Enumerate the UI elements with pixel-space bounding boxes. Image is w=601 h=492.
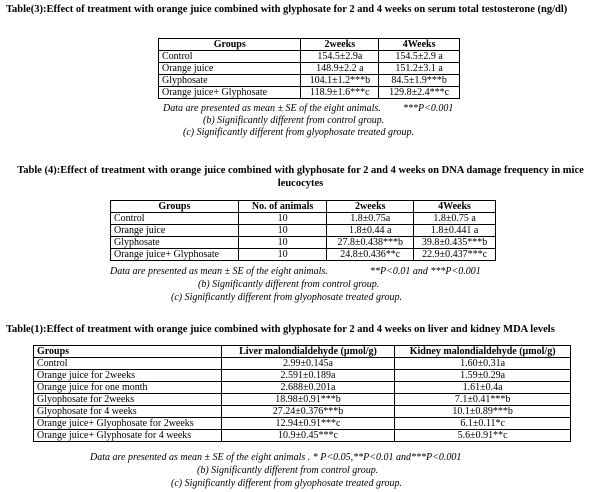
table3-cell: 84.5±1.9***b xyxy=(379,75,460,87)
table-row xyxy=(34,394,571,406)
table1-header-kidney: Kidney malondialdehyde (µmol/g) xyxy=(395,346,571,358)
table1-cell: Orange juice+ Glyophosate for 2weeks xyxy=(34,418,222,430)
table1-header-row xyxy=(34,346,571,358)
table-row xyxy=(34,406,571,418)
table4-cell: 1.8±0.75 a xyxy=(414,213,496,225)
table4-cell: Glyphosate xyxy=(111,237,239,249)
table4-header-groups: Groups xyxy=(111,201,239,213)
table3-cell: 118.9±1.6***c xyxy=(301,87,379,99)
table-row xyxy=(34,382,571,394)
table3-cell: 104.1±1.2***b xyxy=(301,75,379,87)
table1-caption: Table(1):Effect of treatment with orange juice combined with glyphosate for 2 and 4 weeks on liver and kidney MDA levels xyxy=(6,324,555,335)
table3-cell: Orange juice+ Glyphosate xyxy=(159,87,301,99)
table-row xyxy=(159,75,460,87)
table3-header-row xyxy=(159,39,460,51)
table3-header-groups: Groups xyxy=(159,39,301,51)
table1-cell: Orange juice+ Glyphosate for 4 weeks xyxy=(34,430,222,442)
table1-note-mean: Data are presented as mean ± SE of the eight animals . * P<0.05,**P<0.01 and***P<0.001 xyxy=(90,452,462,463)
table4-cell: 1.8±0.44 a xyxy=(327,225,414,237)
table1-cell: 7.1±0.41***b xyxy=(395,394,571,406)
table3-note-mean: Data are presented as mean ± SE of the eight animals. xyxy=(163,103,381,114)
table4-header-animals: No. of animals xyxy=(238,201,327,213)
table-row xyxy=(111,237,496,249)
table4 xyxy=(110,200,496,261)
table-row xyxy=(111,225,496,237)
table-row xyxy=(159,63,460,75)
table-row xyxy=(159,51,460,63)
table4-cell: 10 xyxy=(238,237,327,249)
table3-cell: 154.5±2.9 a xyxy=(379,51,460,63)
table1-cell: 12.94±0.91***c xyxy=(221,418,395,430)
table4-cell: 39.8±0.435***b xyxy=(414,237,496,249)
table4-header-2weeks: 2weeks xyxy=(327,201,414,213)
table1-note-b: (b) Significantly different from control group. xyxy=(197,465,379,476)
table4-cell: 10 xyxy=(238,249,327,261)
table1-cell: Glyophosate for 2weeks xyxy=(34,394,222,406)
table1-header-groups: Groups xyxy=(34,346,222,358)
table-row xyxy=(34,370,571,382)
table3-header-4weeks: 4Weeks xyxy=(379,39,460,51)
table4-cell: 22.9±0.437***c xyxy=(414,249,496,261)
table1-cell: 2.591±0.189a xyxy=(221,370,395,382)
table4-cell: 1.8±0.75a xyxy=(327,213,414,225)
table1-cell: Orange juice for 2weeks xyxy=(34,370,222,382)
table-row xyxy=(34,430,571,442)
table-row xyxy=(34,418,571,430)
table1-cell: 6.1±0.11*c xyxy=(395,418,571,430)
table4-cell: 1.8±0.441 a xyxy=(414,225,496,237)
table4-note-b: (b) Significantly different from control group. xyxy=(198,279,380,290)
table3-cell: 151.2±3.1 a xyxy=(379,63,460,75)
table3-cell: 154.5±2.9a xyxy=(301,51,379,63)
table4-caption: Table (4):Effect of treatment with orange juice combined with glyphosate for 2 and 4 weeks on DNA damage frequency in mice leucocytes xyxy=(17,165,584,189)
table4-cell: Control xyxy=(111,213,239,225)
table4-header-4weeks: 4Weeks xyxy=(414,201,496,213)
table1-cell: 27.24±0.376***b xyxy=(221,406,395,418)
table-row xyxy=(111,213,496,225)
table4-cell: 27.8±0.438***b xyxy=(327,237,414,249)
table1-cell: 10.9±0.45***c xyxy=(221,430,395,442)
table1-cell: Glyophosate for 4 weeks xyxy=(34,406,222,418)
table4-cell: Orange juice xyxy=(111,225,239,237)
table4-note-pvalue: **P<0.01 and ***P<0.001 xyxy=(370,266,481,277)
table3-note-b: (b) Significantly different from control group. xyxy=(203,115,385,126)
table3-header-2weeks: 2weeks xyxy=(301,39,379,51)
table1-cell: 10.1±0.89***b xyxy=(395,406,571,418)
table-row xyxy=(159,87,460,99)
table-row xyxy=(34,358,571,370)
table3-cell: 148.9±2.2 a xyxy=(301,63,379,75)
table3 xyxy=(158,38,460,99)
table3-cell: Control xyxy=(159,51,301,63)
table1-cell: 18.98±0.91***b xyxy=(221,394,395,406)
table1-cell: 1.61±0.4a xyxy=(395,382,571,394)
table3-note-pvalue: ***P<0.001 xyxy=(403,103,454,114)
table1-cell: 5.6±0.91**c xyxy=(395,430,571,442)
table1-cell: 1.59±0.29a xyxy=(395,370,571,382)
table1-cell: Control xyxy=(34,358,222,370)
table4-note-c: (c) Significantly different from glyophosate treated group. xyxy=(171,292,402,303)
table3-cell: 129.8±2.4***c xyxy=(379,87,460,99)
table1 xyxy=(33,345,571,442)
table4-cell: Orange juice+ Glyphosate xyxy=(111,249,239,261)
table3-caption: Table(3):Effect of treatment with orange juice combined with glyphosate for 2 and 4 weeks on serum total testosterone (ng/dl) xyxy=(6,4,568,15)
table4-cell: 10 xyxy=(238,225,327,237)
table1-cell: 2.688±0.201a xyxy=(221,382,395,394)
table1-header-liver: Liver malondialdehyde (µmol/g) xyxy=(221,346,395,358)
table4-header-row xyxy=(111,201,496,213)
table3-note-c: (c) Significantly different from glyophosate treated group. xyxy=(183,127,414,138)
table1-cell: 1.60±0.31a xyxy=(395,358,571,370)
table-row xyxy=(111,249,496,261)
table3-cell: Orange juice xyxy=(159,63,301,75)
table1-cell: Orange juice for one month xyxy=(34,382,222,394)
table1-note-c: (c) Significantly different from glyophosate treated group. xyxy=(171,478,402,489)
table4-cell: 10 xyxy=(238,213,327,225)
table1-cell: 2.99±0.145a xyxy=(221,358,395,370)
table4-cell: 24.8±0.436**c xyxy=(327,249,414,261)
table4-note-mean: Data are presented as mean ± SE of the eight animals. xyxy=(110,266,328,277)
table3-cell: Glyphosate xyxy=(159,75,301,87)
